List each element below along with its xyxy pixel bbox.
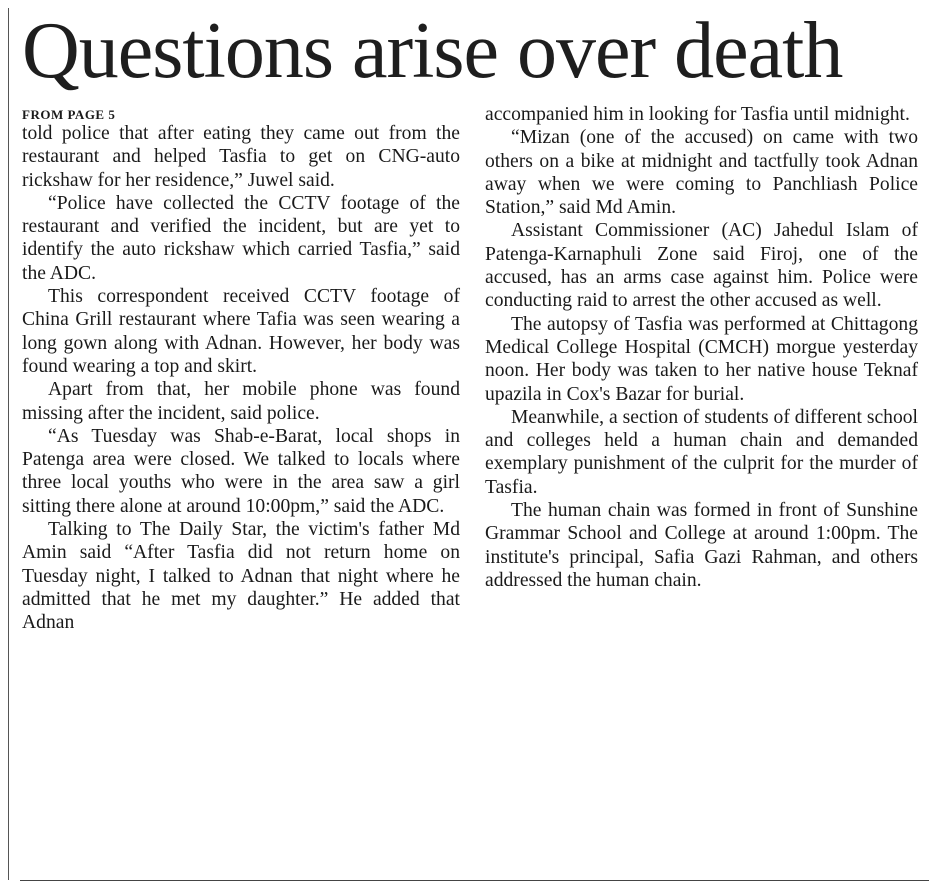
paragraph: Meanwhile, a section of students of different school and colleges held a human chain and demanded exemplary punishment of the culprit for the murder of Tasfia. — [485, 406, 918, 498]
paragraph: “As Tuesday was Shab-e-Barat, local shops in Patenga area were closed. We talked to locals where three local youths who were in the area saw a girl sitting there alone at around 10:00pm,” said the ADC. — [22, 425, 460, 517]
headline: Questions arise over death — [22, 7, 843, 95]
right-column — [485, 103, 918, 592]
paragraph: This correspondent received CCTV footage of China Grill restaurant where Tafia was seen wearing a long gown along with Adnan. However, her body was found wearing a top and skirt. — [22, 286, 460, 377]
paragraph: Apart from that, her mobile phone was found missing after the incident, said police. — [22, 379, 460, 424]
left-column — [22, 103, 460, 635]
paragraph: Talking to The Daily Star, the victim's father Md Amin said “After Tasfia did not return home on Tuesday night, I talked to Adnan that night where he admitted that he met my daughter.” He added that Adnan — [22, 519, 460, 634]
paragraph: “Police have collected the CCTV footage of the restaurant and verified the incident, but are yet to identify the auto rickshaw which carried Tasfia,” said the ADC. — [22, 192, 460, 284]
paragraph: told police that after eating they came out from the restaurant and helped Tasfia to get on CNG-auto rickshaw for her residence,” Juwel said. — [22, 123, 460, 191]
paragraph: The autopsy of Tasfia was performed at Chittagong Medical College Hospital (CMCH) morgue yesterday noon. Her body was taken to her native house Teknaf upazila in Cox's Bazar for burial. — [485, 313, 918, 405]
jump-kicker: FROM PAGE 5 — [22, 107, 116, 122]
paragraph: “Mizan (one of the accused) on came with two others on a bike at midnight and tactfully took Adnan away when we were coming to Panchliash Police Station,” said Md Amin. — [485, 127, 918, 219]
paragraph: The human chain was formed in front of Sunshine Grammar School and College at around 1:00pm. The institute's principal, Safia Gazi Rahman, and others addressed the human chain. — [485, 500, 918, 591]
bottom-rule — [20, 880, 929, 881]
paragraph: accompanied him in looking for Tasfia until midnight. — [485, 104, 910, 125]
left-column-rule — [8, 8, 9, 880]
paragraph: Assistant Commissioner (AC) Jahedul Islam of Patenga-Karnaphuli Zone said Firoj, one of the accused, has an arms case against him. Police were conducting raid to arrest the other accused as well. — [485, 220, 918, 312]
